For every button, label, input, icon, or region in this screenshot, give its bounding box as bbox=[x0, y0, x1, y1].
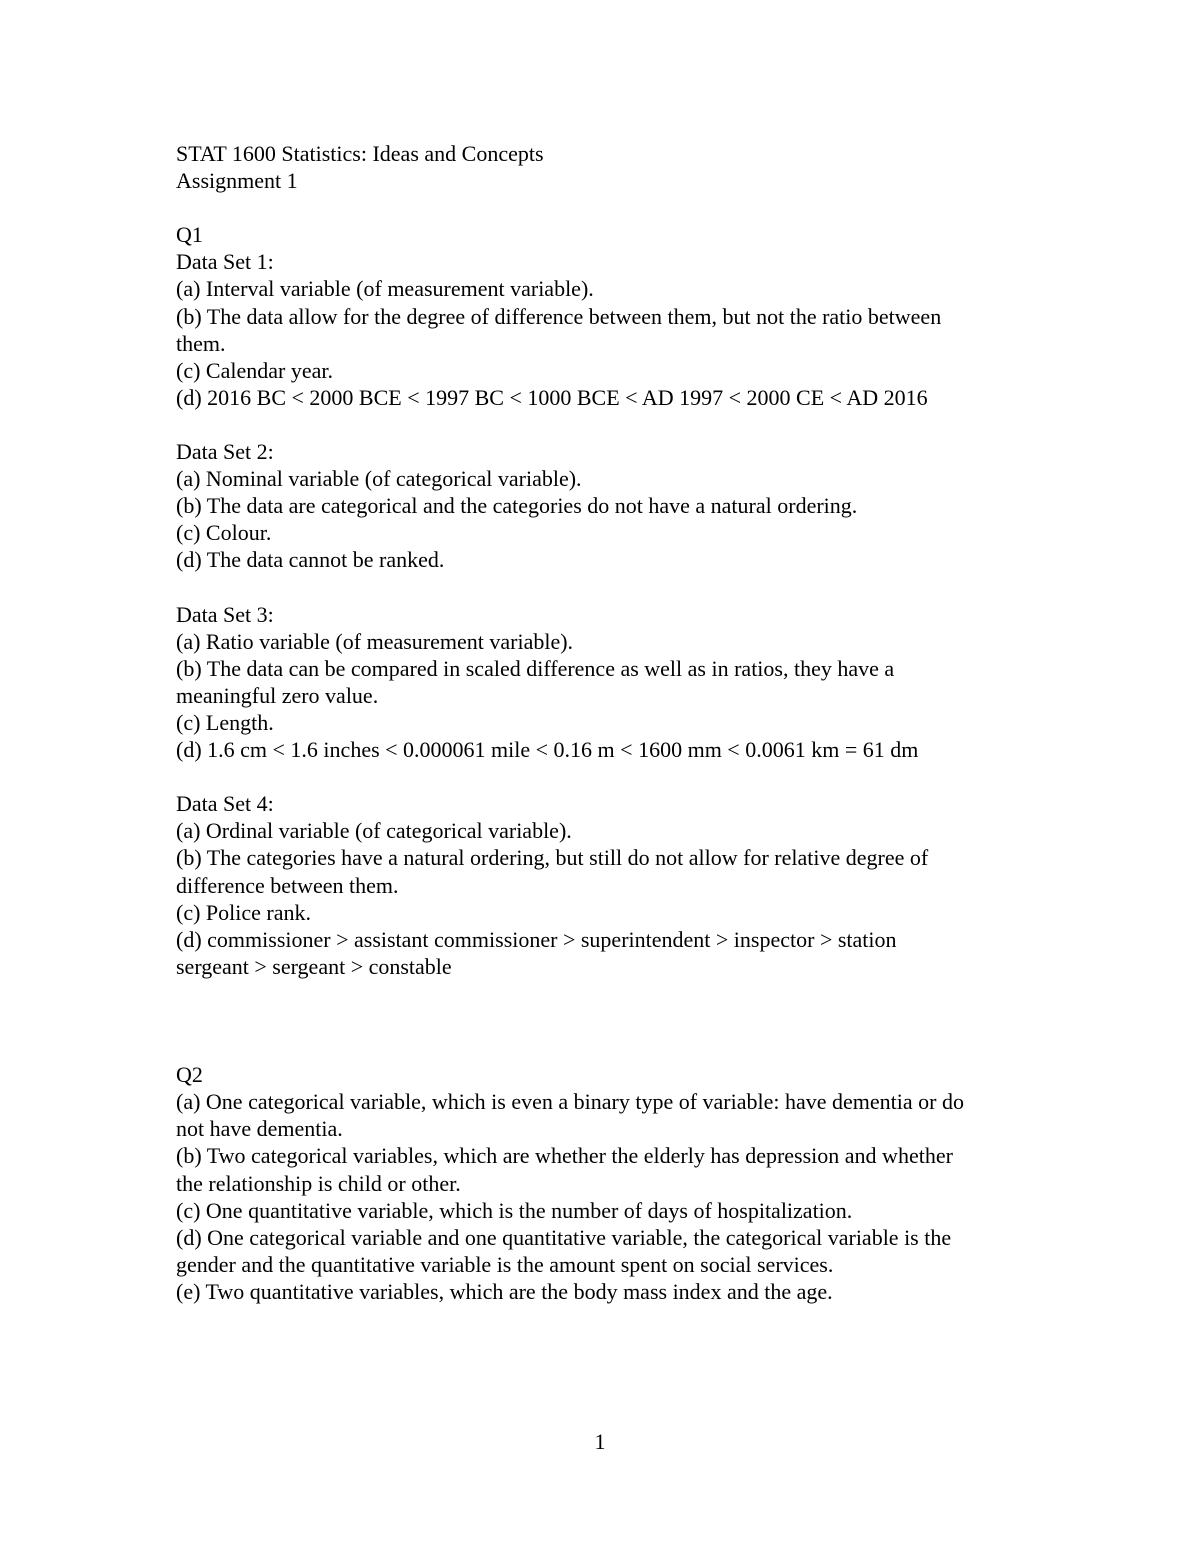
q2-line: gender and the quantitative variable is the amount spent on social services. bbox=[176, 1251, 834, 1277]
q2-line: (b) Two categorical variables, which are whether the elderly has depression and whether bbox=[176, 1143, 953, 1169]
document-body bbox=[176, 140, 1036, 1305]
data-set-4-line: (b) The categories have a natural ordering, but still do not allow for relative degree of bbox=[176, 845, 929, 871]
data-set-1-line: (d) 2016 BC < 2000 BCE < 1997 BC < 1000 BCE < AD 1997 < 2000 CE < AD 2016 bbox=[176, 384, 928, 410]
course-title: STAT 1600 Statistics: Ideas and Concepts bbox=[176, 141, 544, 166]
data-set-4-line: sergeant > sergeant > constable bbox=[176, 953, 452, 979]
data-set-3-line: (c) Length. bbox=[176, 709, 274, 735]
data-set-4-line: (a) Ordinal variable (of categorical variable). bbox=[176, 818, 572, 844]
data-set-2-title: Data Set 2: bbox=[176, 439, 274, 465]
data-set-2-line: (b) The data are categorical and the categories do not have a natural ordering. bbox=[176, 493, 858, 519]
page-number: 1 bbox=[594, 1429, 606, 1454]
q2-line: (e) Two quantitative variables, which are the body mass index and the age. bbox=[176, 1278, 833, 1304]
data-set-3-title: Data Set 3: bbox=[176, 601, 274, 627]
data-set-1-line: them. bbox=[176, 330, 226, 356]
data-set-2-line: (c) Colour. bbox=[176, 520, 272, 546]
spacer bbox=[176, 194, 1036, 221]
data-set-2-line: (d) The data cannot be ranked. bbox=[176, 547, 445, 573]
spacer bbox=[176, 411, 1036, 438]
data-set-4-line: (c) Police rank. bbox=[176, 899, 311, 925]
data-set-2-line: (a) Nominal variable (of categorical variable). bbox=[176, 466, 582, 492]
data-set-3-line: (d) 1.6 cm < 1.6 inches < 0.000061 mile < 0.16 m < 1600 mm < 0.0061 km = 61 dm bbox=[176, 737, 919, 763]
question-label-q2: Q2 bbox=[176, 1062, 203, 1088]
data-set-1-line: (b) The data allow for the degree of difference between them, but not the ratio between bbox=[176, 303, 942, 329]
data-set-4-line: difference between them. bbox=[176, 872, 399, 898]
q2-line: (a) One categorical variable, which is even a binary type of variable: have dementia or do bbox=[176, 1089, 964, 1115]
q2-line: not have dementia. bbox=[176, 1116, 343, 1142]
assignment-title: Assignment 1 bbox=[176, 168, 298, 194]
data-set-1-title: Data Set 1: bbox=[176, 249, 274, 275]
spacer bbox=[176, 980, 1036, 1061]
data-set-3-line: (b) The data can be compared in scaled difference as well as in ratios, they have a bbox=[176, 655, 895, 681]
question-label-q1: Q1 bbox=[176, 222, 203, 248]
data-set-3-line: meaningful zero value. bbox=[176, 682, 379, 708]
q2-line: (c) One quantitative variable, which is the number of days of hospitalization. bbox=[176, 1197, 853, 1223]
data-set-4-title: Data Set 4: bbox=[176, 791, 274, 817]
data-set-3-line: (a) Ratio variable (of measurement variable). bbox=[176, 628, 574, 654]
spacer bbox=[176, 763, 1036, 790]
q2-line: the relationship is child or other. bbox=[176, 1170, 461, 1196]
spacer bbox=[176, 574, 1036, 601]
data-set-4-line: (d) commissioner > assistant commissioner > superintendent > inspector > station bbox=[176, 926, 897, 952]
q2-line: (d) One categorical variable and one quantitative variable, the categorical variable is the bbox=[176, 1224, 952, 1250]
data-set-1-line: (a) Interval variable (of measurement variable). bbox=[176, 276, 594, 302]
data-set-1-line: (c) Calendar year. bbox=[176, 357, 333, 383]
